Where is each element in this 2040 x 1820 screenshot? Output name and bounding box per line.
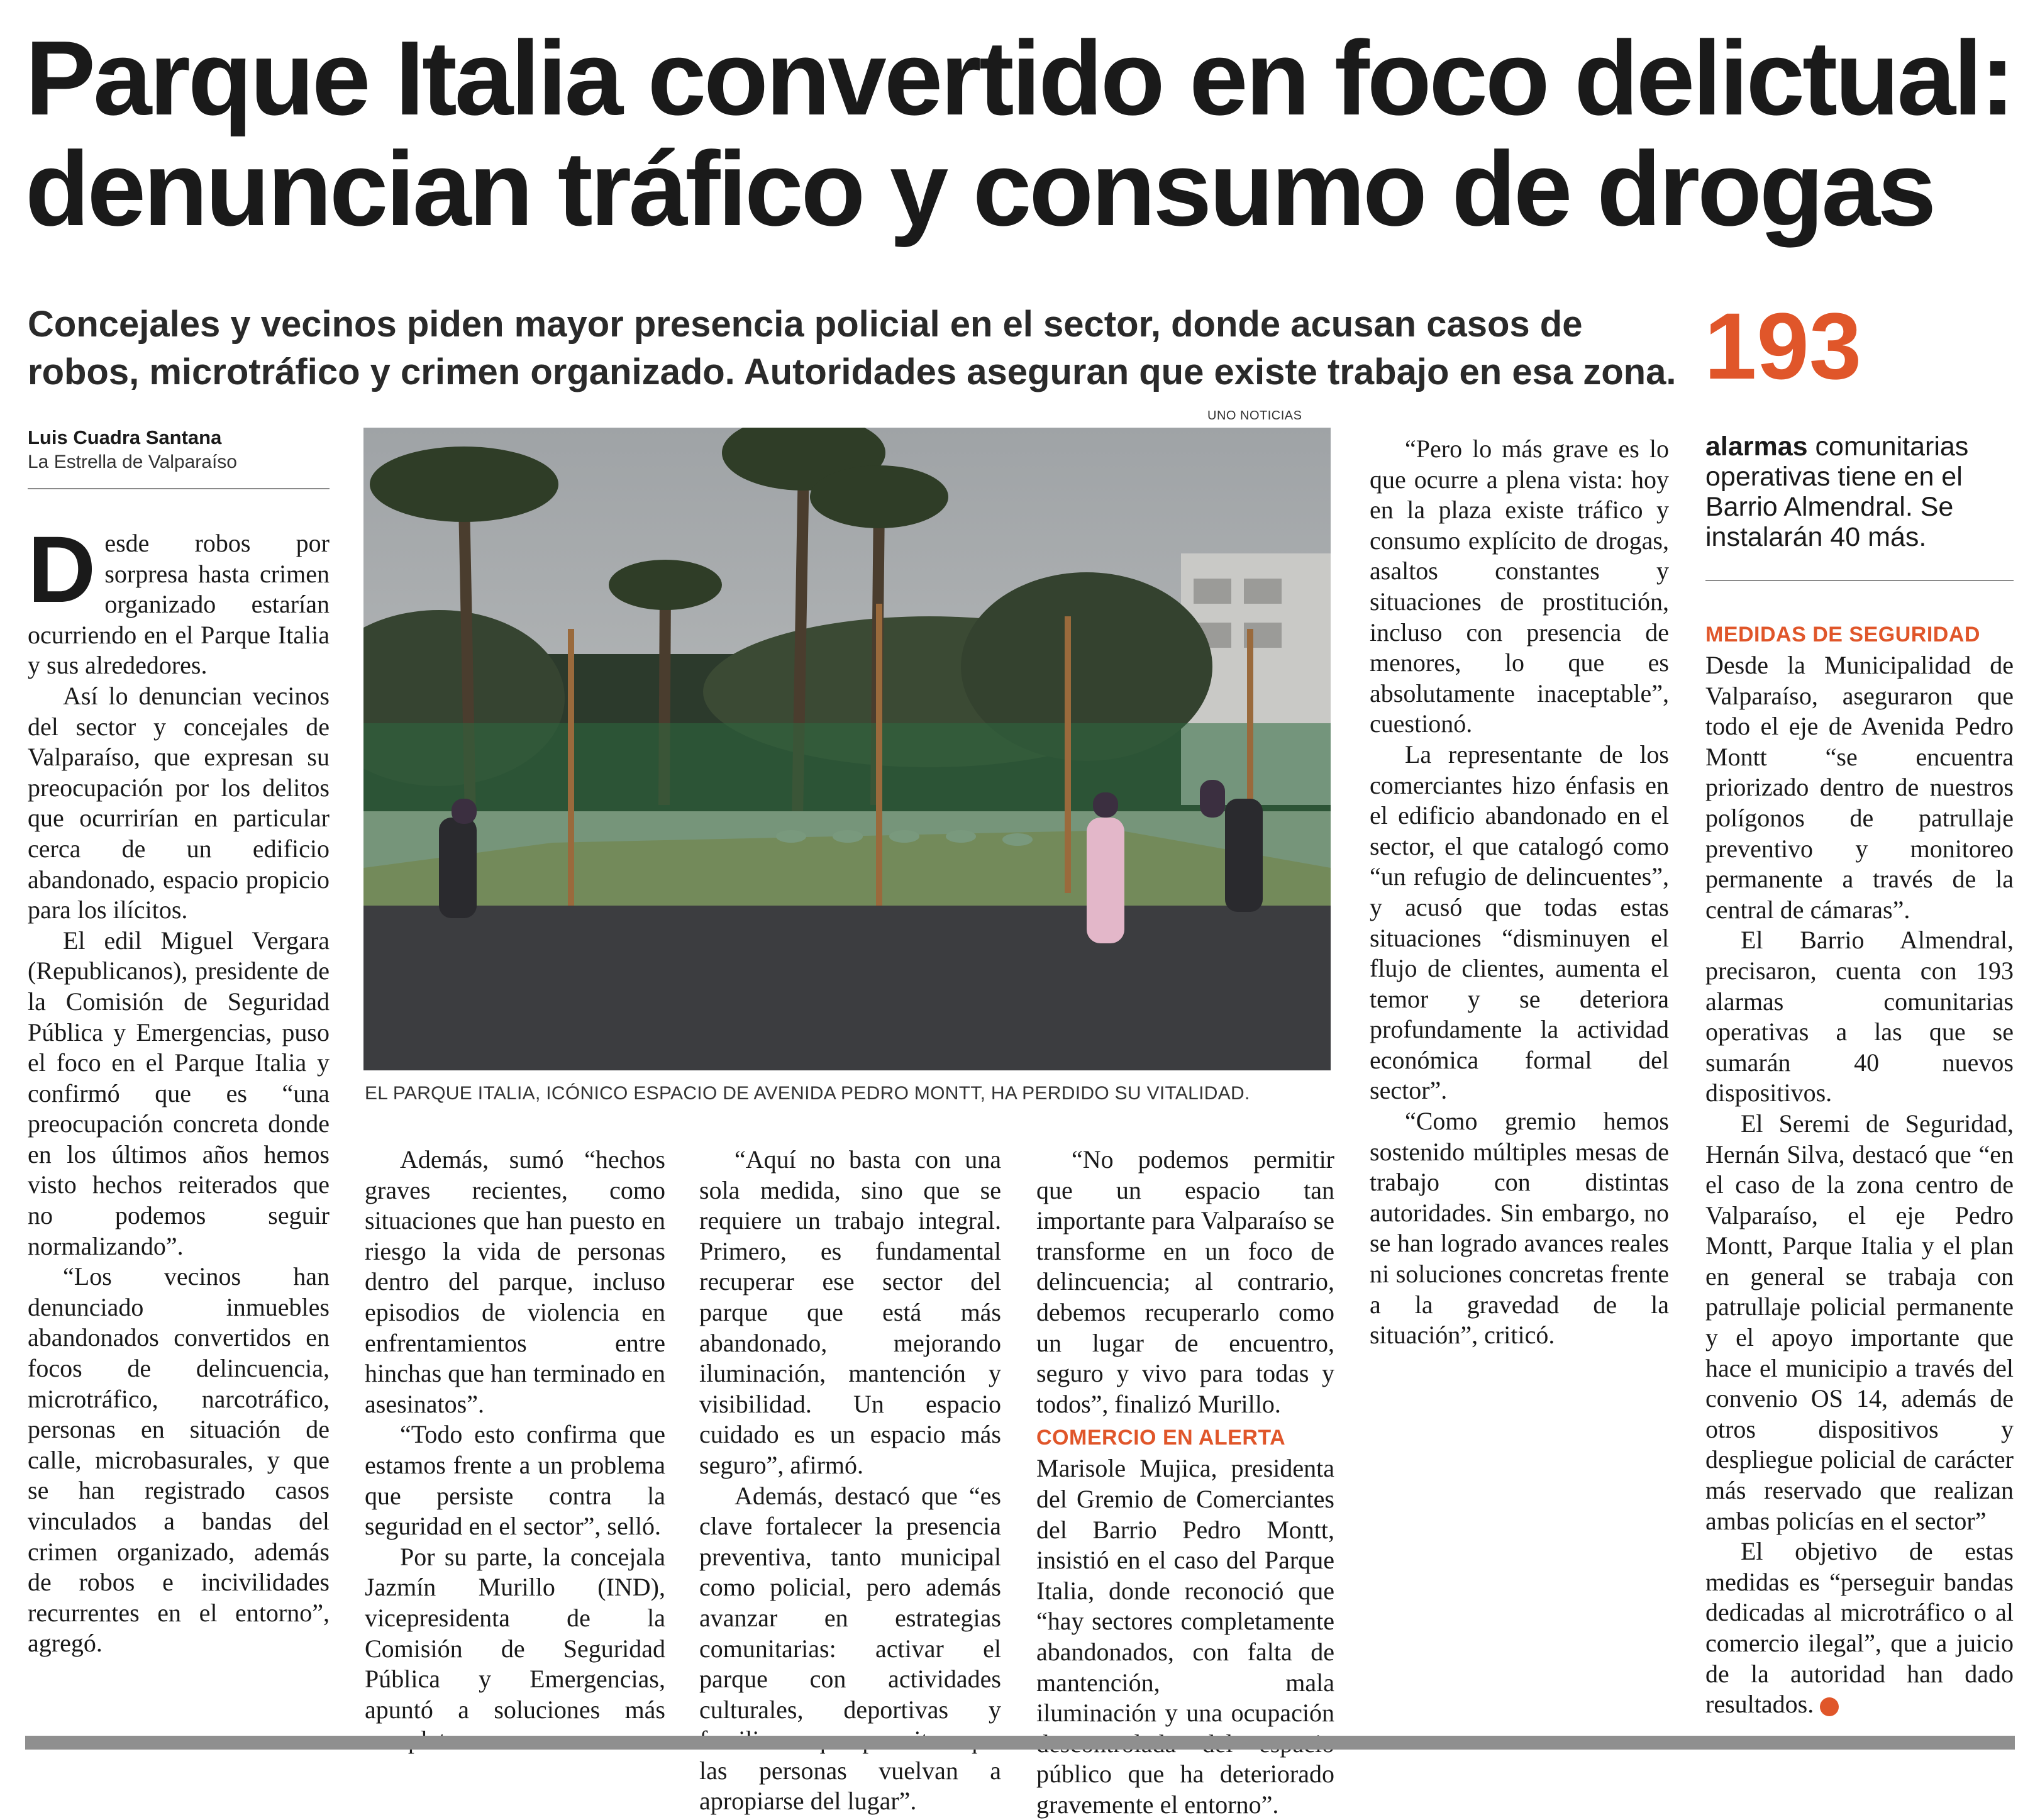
section-heading-comercio: COMERCIO EN ALERTA — [1036, 1426, 1286, 1450]
end-mark-icon: ✪ — [1820, 1697, 1839, 1716]
body-paragraph: “Pero lo más grave es lo que ocurre a plena vista: hoy en la plaza existe tráfico y consumo explícito de drogas, asaltos constantes y situaciones de prostitución, incluso con presencia de menores, lo que es absolutamente inaceptable”, cuestionó. — [1370, 435, 1669, 738]
drop-cap: D — [28, 516, 96, 622]
body-paragraph: “Los vecinos han denunciado inmuebles abandonados convertidos en focos de delincuencia, microtráfico, narcotráfico, personas en situación de calle, microbasurales, y que se han registrado casos vinculados a bandas del crimen organizado, además de robos e incivilidades recurrentes en el entorno”, agregó. — [28, 1262, 330, 1658]
lead-text: esde robos por sorpresa hasta crimen organizado estarían ocurriendo en el Parque Italia y sus alrededores. — [28, 529, 330, 680]
column-3 — [699, 1145, 1001, 1817]
bottom-bar — [25, 1736, 2015, 1750]
park-photo — [363, 428, 1331, 1070]
body-paragraph: “Todo esto confirma que estamos frente a un problema que persiste contra la seguridad en el sector”, selló. — [365, 1420, 665, 1541]
body-paragraph: “Como gremio hemos sostenido múltiples mesas de trabajo con distintas autoridades. Sin embargo, no se han logrado avances reales ni soluciones concretas frente a la gravedad de la situación”, criticó. — [1370, 1107, 1669, 1350]
photo-credit: UNO NOTICIAS — [1207, 409, 1302, 423]
body-paragraph: El Barrio Almendral, precisaron, cuenta con 193 alarmas comunitarias operativas a las que se sumarán 40 nuevos dispositivos. — [1705, 926, 2014, 1107]
stat-rest: comunitarias operativas tiene en el Barrio Almendral. Se instalarán 40 más. — [1705, 431, 1969, 552]
stat-bold: alarmas — [1705, 431, 1808, 462]
subheadline: Concejales y vecinos piden mayor presencia policial en el sector, donde acusan casos de robos, microtráfico y crimen organizado. Autoridades aseguran que existe trabajo en esa zona. — [28, 304, 1677, 392]
body-paragraph: Por su parte, la concejala Jazmín Murillo (IND), vicepresidenta de la Comisión de Seguridad Pública y Emergencias, apuntó a soluciones más — [365, 1542, 665, 1724]
section-heading-medidas: MEDIDAS DE SEGURIDAD — [1705, 623, 1980, 646]
author-name: Luis Cuadra Santana — [28, 426, 222, 448]
final-paragraph — [1705, 1536, 2014, 1720]
body-paragraph: Desde la Municipalidad de Valparaíso, aseguraron que todo el eje de Avenida Pedro Montt “se encuentra priorizado dentro de nuestros polígonos de patrullaje preventivo y monitoreo permanente a través de la central de cámaras”. — [1705, 651, 2014, 924]
body-paragraph: “Aquí no basta con una sola medida, sino que se requiere un trabajo integral. Primero, es fundamental recuperar ese sector del parque que está más abandonado, mejorando iluminación, mantención y visibilidad. Un espacio cuidado es un espacio más seguro”, afirmó. — [699, 1145, 1001, 1479]
headline: Parque Italia convertido en foco delictual: denuncian tráfico y consumo de drogas — [25, 19, 2013, 248]
column-5 — [1370, 434, 1669, 1351]
lead-paragraph — [28, 516, 330, 681]
body-paragraph: El edil Miguel Vergara (Republicanos), presidente de la Comisión de Seguridad Pública y Emergencias, puso el foco en el Parque Italia y confirmó que es “una preocupación concreta donde en los últimos años hemos visto hechos reiterados que no podemos seguir normalizando”. — [28, 926, 330, 1260]
body-paragraph: Marisole Mujica, presidenta del Gremio de Comerciantes del Barrio Pedro Montt, insistió en el caso del Parque Italia, donde reconoció que “hay sectores completamente abandonados, con falta de mantención, mala iluminación y una ocupación público que ha deteriorado gravemente el entorno”. — [1036, 1454, 1334, 1819]
publication-name: La Estrella de Valparaíso — [28, 452, 237, 472]
stat-divider — [1705, 580, 2014, 581]
body-paragraph: El Seremi de Seguridad, Hernán Silva, destacó que “en el caso de la zona centro de Valparaíso, el eje Pedro Montt, Parque Italia y el plan en general se trabaja con patrullaje policial permanente y el apoyo importante que hace el municipio a través del convenio OS 14, además de otros dispositivos y despliegue policial de carácter más reservado que realizan ambas policías en el sector” — [1705, 1109, 2014, 1535]
body-paragraph: “No podemos permitir que un espacio tan importante para Valparaíso se transforme en un foco de delincuencia; al contrario, debemos recuperarlo como un lugar de encuentro, seguro y vivo para todas y todos”, finalizó Murillo. — [1036, 1145, 1334, 1418]
final-paragraph-text: El objetivo de estas medidas es “perseguir bandas dedicadas al microtráfico o al comercio ilegal”, que a juicio de la autoridad han dado resultados. — [1705, 1537, 2014, 1719]
stat-number: 193 — [1704, 293, 1862, 399]
column-1 — [28, 516, 330, 1659]
body-paragraph: Además, destacó que “es clave fortalecer la presencia preventiva, tanto municipal como policial, pero además avanzar en estrategias comunitarias: activar el parque con actividades culturales, deportivas y las personas vuelvan a apropiarse del lugar”. — [699, 1481, 1001, 1816]
column-4 — [1036, 1145, 1334, 1820]
body-paragraph: Además, sumó “hechos graves recientes, como situaciones que han puesto en riesgo la vida de personas dentro del parque, incluso episodios de violencia en enfrentamientos entre hinchas que han terminado en asesinatos”. — [365, 1145, 665, 1418]
body-paragraph: La representante de los comerciantes hizo énfasis en el edificio abandonado en el sector, el que catalogó como “un refugio de delincuentes”, y acusó que todas estas situaciones “disminuyen el flujo de clientes, aumenta el temor y se deteriora profundamente la actividad económica formal del sector”. — [1370, 740, 1669, 1105]
column-2 — [365, 1145, 665, 1756]
park-photo-illustration — [363, 428, 1331, 1070]
stat-text — [1705, 431, 2007, 552]
body-paragraph: Así lo denuncian vecinos del sector y concejales de Valparaíso, que expresan su preocupación por los delitos que ocurrirían en particular cerca de un edificio abandonado, espacio propicio para los ilícitos. — [28, 681, 330, 924]
byline-divider — [28, 488, 330, 489]
photo-caption: EL PARQUE ITALIA, ICÓNICO ESPACIO DE AVENIDA PEDRO MONTT, HA PERDIDO SU VITALIDAD. — [365, 1083, 1250, 1104]
column-6 — [1705, 616, 2014, 1720]
